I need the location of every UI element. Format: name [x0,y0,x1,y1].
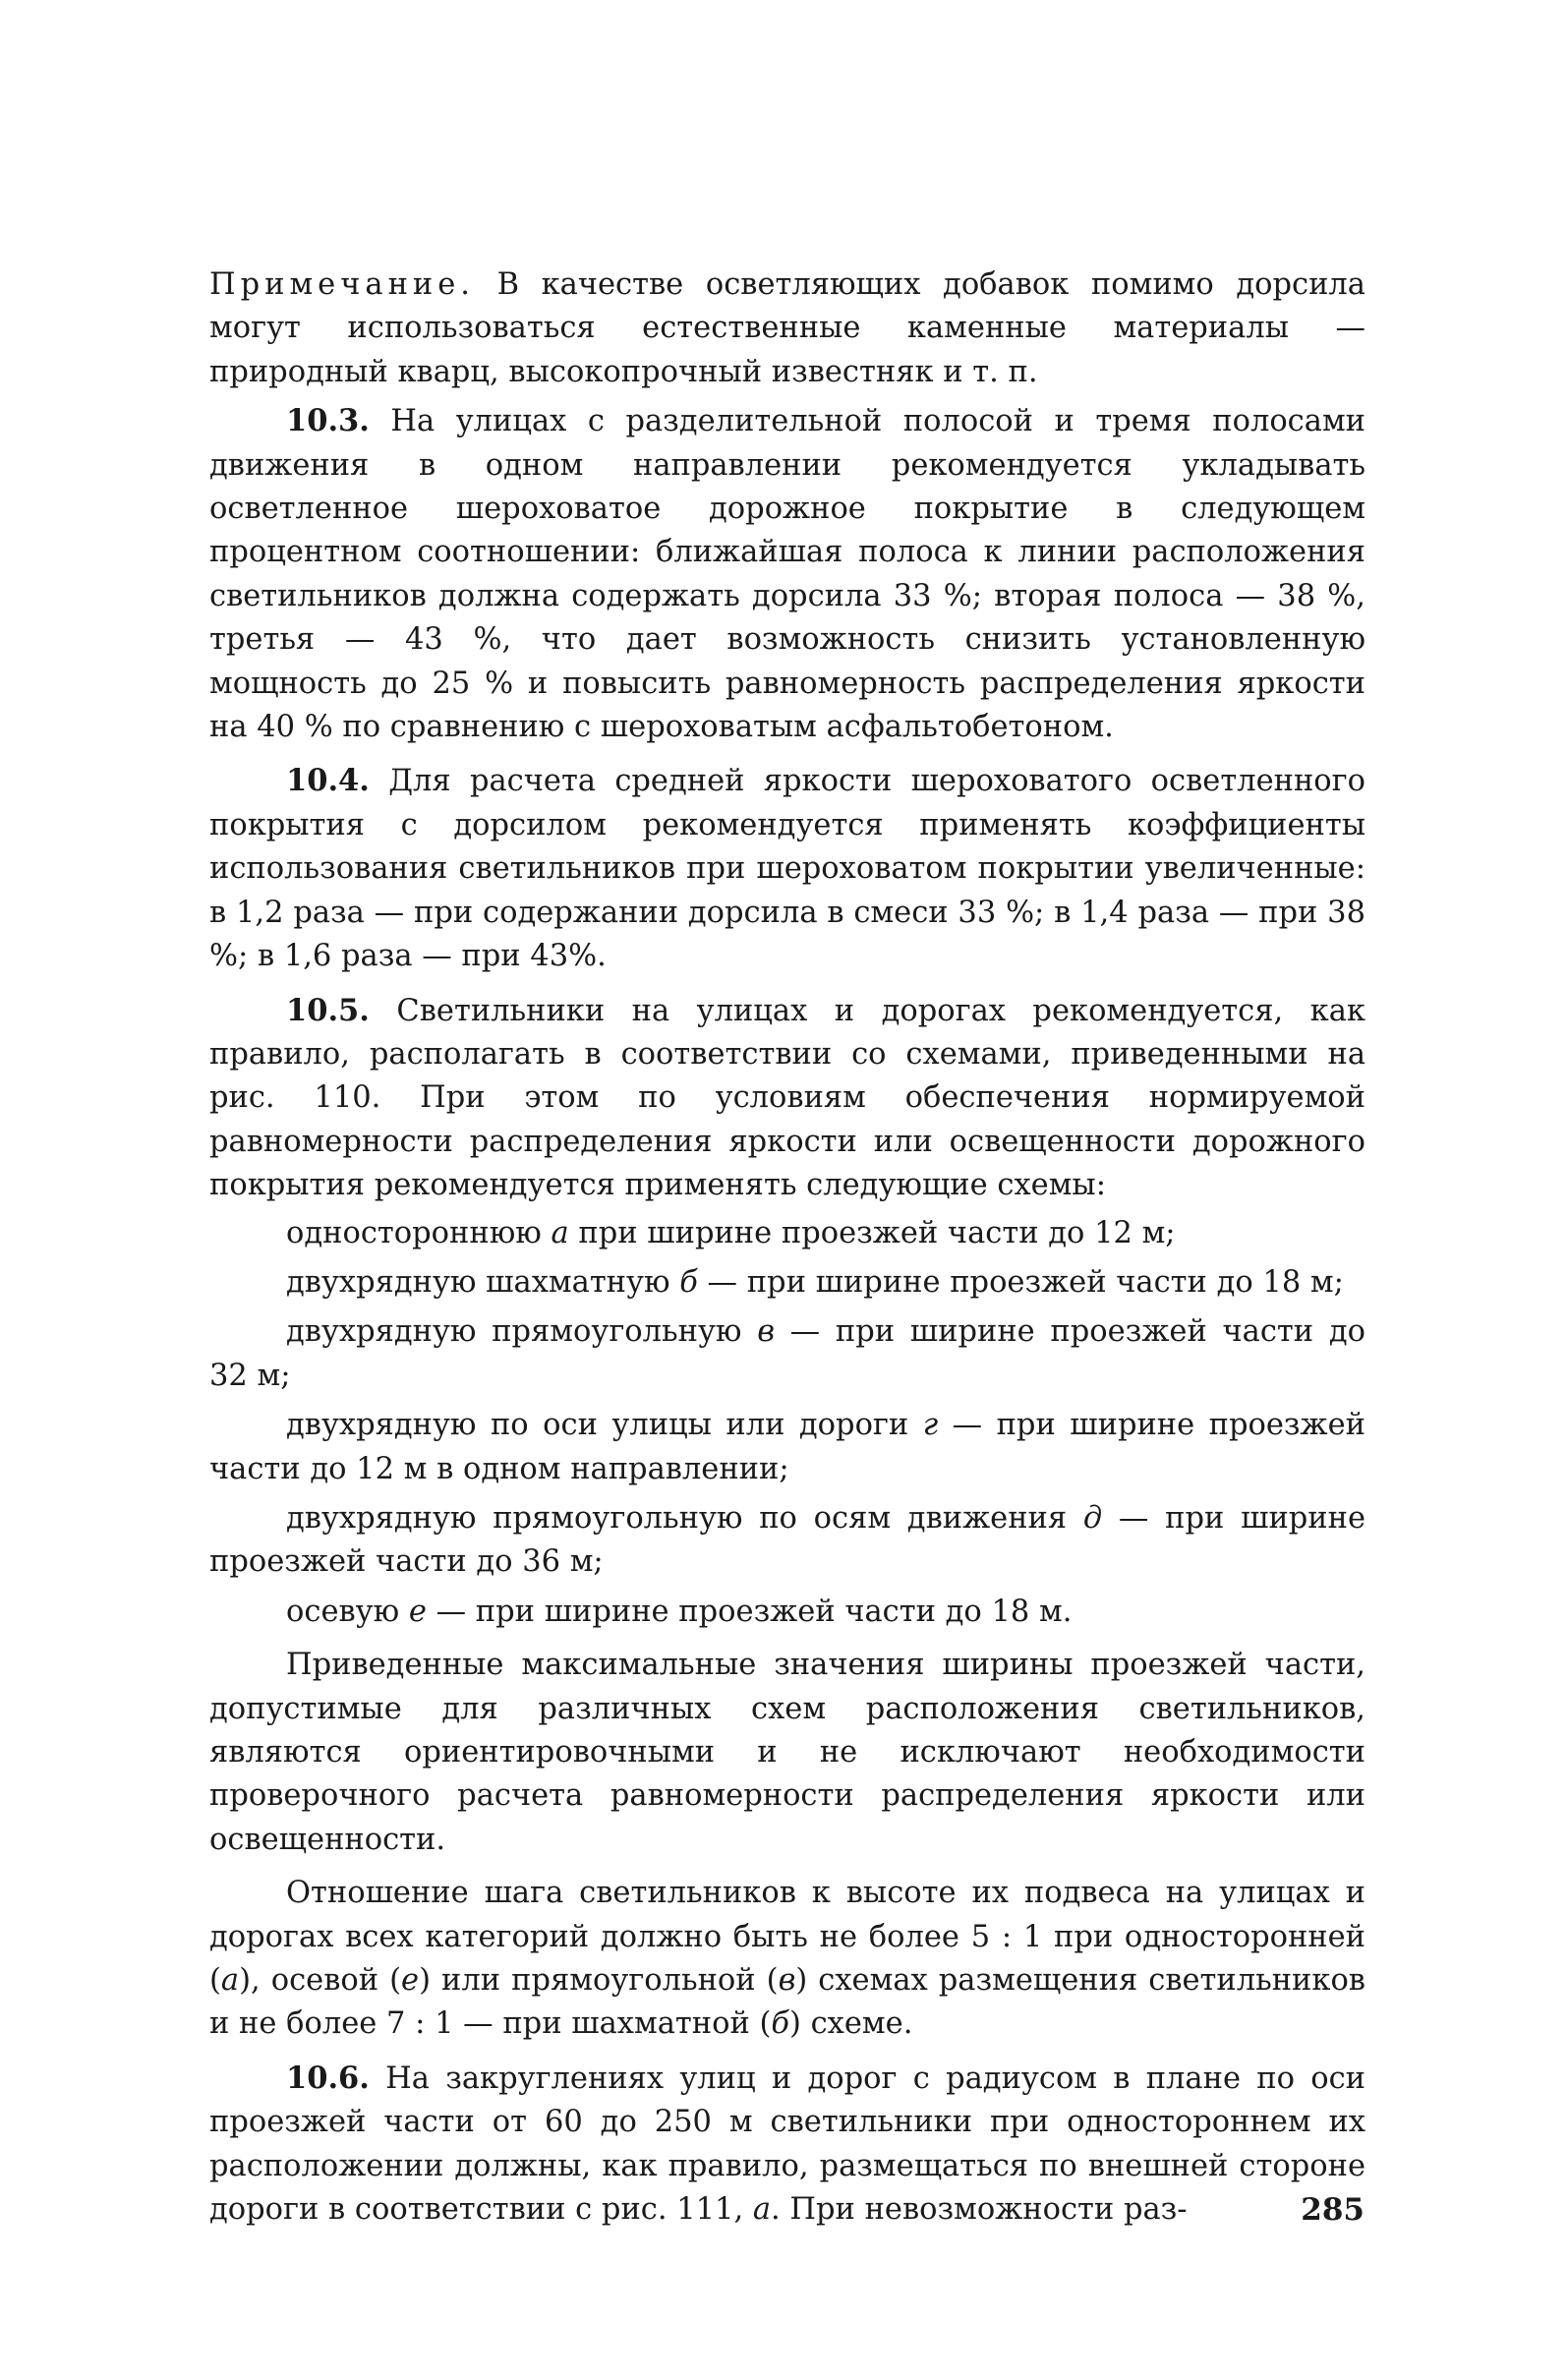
scheme-letter: г [922,1408,939,1443]
note-paragraph [209,263,1365,394]
scheme-letter: е [401,1963,420,1999]
scheme-item [209,1591,1365,1634]
scheme-text: — при ширине проезжей части до 18 м; [697,1264,1344,1300]
max-width-paragraph: Приведенные максимальные значения ширины проезжей части, допустимые для различных схем расположения светильников, являются ориентировочными и не исключают необходимости проверочного расчета равномерности распределения яркости или освещенности. [209,1648,1365,1857]
section-number: 10.3. [286,403,370,439]
scheme-item [209,1212,1365,1255]
section-text: Для расчета средней яркости шероховатого осветленного покрытия с дорсилом рекомендуется применять коэффициенты использования светильников при шероховатом покрытии увеличенные: в 1,2 раза — при содержании дорсила в смеси 33 %; в 1,4 раза — при 38 %; в 1,6 раза — при 43%. [209,764,1365,974]
scheme-text: двухрядную прямоугольную по осям движения [286,1500,1083,1536]
scheme-text: двухрядную прямоугольную [286,1314,758,1350]
body-text [209,263,1365,2232]
section-10-5 [209,989,1365,1208]
scheme-item [209,1261,1365,1305]
paragraph-text: ) схемах размещения светильников и не более 7 : 1 — при шахматной ( [209,1963,1365,2042]
scheme-item [209,1497,1365,1585]
scheme-text: осевую [286,1594,409,1629]
section-text: На закруглениях улиц и дорог с радиусом в плане по оси проезжей части от 60 до 250 м светильники при одностороннем их расположении должны, как правило, размещаться по внешней стороне дороги в соответствии с рис. 111, [209,2061,1365,2228]
note-text: В качестве осветляющих добавок помимо дорсила могут использоваться естественные каменные материалы — природный кварц, высокопрочный известняк и т. п. [209,267,1365,389]
section-10-4 [209,759,1365,978]
section-10-6 [209,2057,1365,2233]
scheme-item [209,1404,1365,1491]
paragraph-text: ) или прямоугольной ( [419,1963,779,1999]
section-text: На улицах с разделительной полосой и тремя полосами движения в одном направлении рекомендуется укладывать осветленное шероховатое дорожное покрытие в следующем процентном соотношении: ближайшая полоса к линии расположения светильников должна содержать дорсила 33 %; вторая полоса — 38 %, третья — 43 %, что дает возможность снизить установленную мощность до 25 % и повысить равномерность распределения яркости на 40 % по сравнению с шероховатым асфальтобетоном. [209,404,1365,745]
paragraph-text: ) схеме. [789,2006,913,2042]
section-number: 10.4. [286,763,370,799]
scheme-letter: а [551,1215,569,1250]
paragraph-text: ), осевой ( [239,1963,402,1999]
scheme-text: — при ширине проезжей части до 18 м. [426,1594,1073,1629]
spacing-ratio-paragraph [209,1872,1365,2047]
scheme-text: — при ширине проезжей части до 32 м; [209,1314,1365,1393]
section-10-3 [209,399,1365,749]
scheme-letter: б [679,1264,698,1300]
scheme-letter: а [220,1963,240,1999]
scheme-list [209,1212,1365,1635]
scheme-text: — при ширине проезжей части до 36 м; [209,1500,1366,1580]
scheme-text: при ширине проезжей части до 12 м; [568,1215,1176,1250]
scheme-text: двухрядную по оси улицы или дороги [286,1408,923,1443]
section-text: Светильники на улицах и дорогах рекомендуется, как правило, располагать в соответствии со схемами, приведенными на рис. 110. При этом по условиям обеспечения нормируемой равномерности распределения яркости или освещенности дорожного покрытия рекомендуется применять следующие схемы: [209,993,1365,1203]
section-text: . При невозможности раз- [771,2192,1188,2228]
scheme-letter: б [771,2006,789,2042]
scheme-text: одностороннюю [286,1215,552,1250]
scheme-letter: в [778,1963,796,1999]
figure-letter: а [752,2192,772,2228]
note-label: Примечание. [209,267,475,302]
scheme-letter: в [757,1314,775,1350]
scheme-text: — при ширине проезжей части до 12 м в одном направлении; [209,1408,1365,1486]
scheme-text: двухрядную шахматную [286,1264,680,1300]
scheme-item [209,1310,1365,1398]
section-number: 10.5. [286,992,370,1028]
scheme-letter: д [1082,1500,1103,1536]
section-number: 10.6. [286,2060,370,2096]
scheme-letter: е [408,1594,427,1629]
page-number: 285 [1301,2192,1365,2228]
paragraph-text: Отношение шага светильников к высоте их подвеса на улицах и дорогах всех категорий должно быть не более 5 : 1 при односторонней ( [209,1876,1365,1999]
